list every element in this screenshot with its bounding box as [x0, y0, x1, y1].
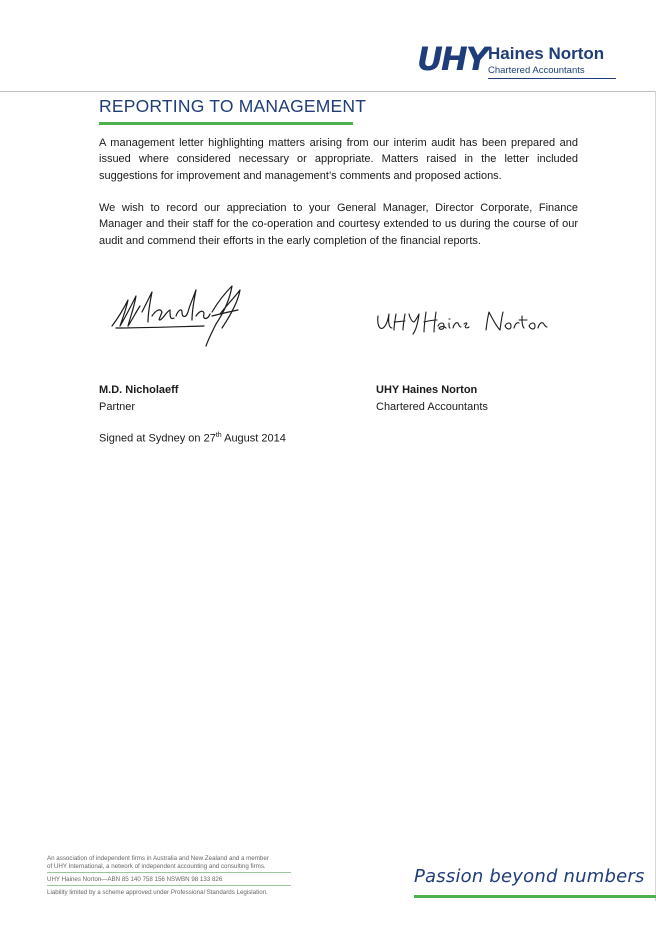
signed-suffix: August 2014 — [221, 432, 286, 445]
signed-prefix: Signed at Sydney on 27 — [99, 432, 216, 445]
signature-nicholaeff — [108, 282, 256, 348]
paragraph-appreciation: We wish to record our appreciation to your General Manager, Director Corporate, Finance Manager and their staff for the co-operation and courtesy extended to us during the course of our audit and commend their efforts in the early completion of the financial reports. — [99, 202, 578, 247]
footer-tagline: Passion beyond numbers — [414, 866, 645, 887]
footer-divider — [47, 885, 291, 886]
uhy-haines-norton-logo — [417, 42, 617, 88]
signatory-role-partner: Partner — [99, 401, 136, 413]
signed-date-line — [99, 432, 286, 445]
logo-name: Haines Norton — [488, 44, 605, 63]
footer-association-line-1: An association of independent firms in Australia and New Zealand and a member — [47, 855, 269, 862]
footer-divider — [47, 872, 291, 873]
footer-association-line-2: of UHY International, a network of independent accounting and consulting firms. — [47, 863, 266, 870]
signature-uhy-haines-norton — [374, 306, 549, 336]
logo-mark: UHY — [417, 40, 487, 78]
signed-ordinal: th — [215, 432, 222, 439]
logo-subtitle: Chartered Accountants — [488, 65, 585, 76]
signatory-role-firm: Chartered Accountants — [376, 401, 488, 413]
footer-liability-line: Liability limited by a scheme approved under Professional Standards Legislation. — [47, 889, 268, 896]
footer-abn-line: UHY Haines Norton—ABN 85 140 758 156 NSWBN 98 133 826 — [47, 876, 223, 883]
header-divider — [0, 91, 656, 92]
signatory-name-partner: M.D. Nicholaeff — [99, 384, 179, 396]
signatory-name-firm: UHY Haines Norton — [376, 384, 478, 396]
paragraph-management-letter: A management letter highlighting matters arising from our interim audit has been prepared and issued where considered necessary or appropriate. Matters raised in the letter included suggestions for improvement and management’s comments and proposed actions. — [99, 137, 578, 182]
logo-underline — [488, 78, 616, 79]
title-underline — [99, 122, 353, 125]
tagline-underline — [414, 895, 656, 898]
page-title: REPORTING TO MANAGEMENT — [99, 96, 367, 116]
